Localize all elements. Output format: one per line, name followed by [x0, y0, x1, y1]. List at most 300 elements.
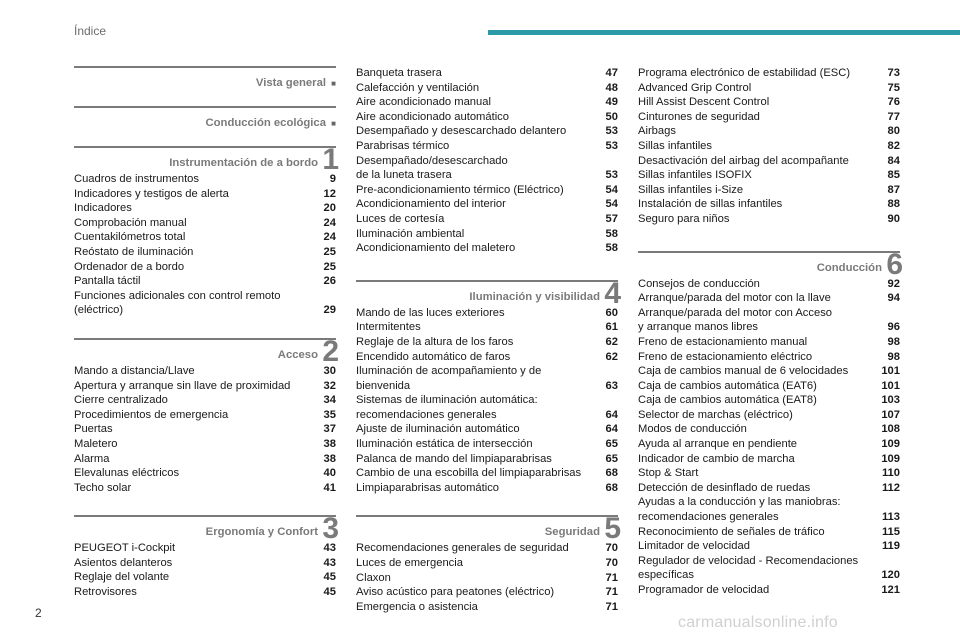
toc-entry[interactable]: [638, 510, 900, 525]
toc-entry-title: y arranque manos libres: [638, 321, 759, 334]
toc-entry-title: Banqueta trasera: [356, 67, 442, 79]
toc-entry-title: Reconocimiento de señales de tráfico: [638, 525, 825, 538]
toc-entry-title: Caja de cambios automática (EAT8): [638, 394, 817, 407]
toc-entry-title: Aviso acústico para peatones (eléctrico): [356, 586, 555, 599]
toc-entry-page: 25: [323, 260, 336, 273]
section-number: 1: [322, 143, 339, 176]
toc-entry[interactable]: [638, 197, 900, 212]
toc-entry-page: 109: [881, 452, 900, 465]
toc-entry-title: Elevalunas eléctricos: [74, 467, 180, 480]
toc-entry-page: 35: [323, 408, 336, 421]
toc-entry-title: Desempañado/desescarchado: [356, 154, 508, 167]
toc-entry-page: 62: [605, 335, 618, 348]
toc-entry-title: Retrovisores: [74, 586, 137, 599]
toc-entry-title: Indicadores y testigos de alerta: [74, 187, 229, 200]
toc-entry-page: 96: [887, 321, 900, 334]
toc-entry-title: Acondicionamiento del interior: [356, 198, 506, 211]
toc-entry-page: 57: [605, 212, 618, 225]
toc-entry-page: 90: [887, 212, 900, 225]
toc-entry-title: Cierre centralizado: [74, 394, 168, 407]
toc-entry[interactable]: [638, 583, 900, 598]
toc-entry[interactable]: [638, 495, 900, 510]
toc-entry-title: de la luneta trasera: [356, 169, 452, 182]
toc-entry-page: 54: [605, 198, 618, 211]
toc-entry-page: 92: [887, 277, 900, 290]
toc-entry-title: Arranque/parada del motor con la llave: [638, 292, 831, 305]
toc-entry-page: 76: [887, 96, 900, 109]
toc-entry-title: Aire acondicionado automático: [356, 110, 509, 123]
toc-entry-page: 85: [887, 169, 900, 182]
toc-entry[interactable]: [74, 585, 336, 600]
toc-entry-page: 26: [323, 275, 336, 288]
toc-entry-page: 113: [881, 511, 900, 524]
toc-entry-page: 82: [887, 139, 900, 152]
toc-entry[interactable]: [356, 600, 618, 615]
toc-entry-title: Arranque/parada del motor con Acceso: [638, 306, 833, 319]
toc-entry[interactable]: [356, 320, 618, 335]
toc-entry-title: Freno de estacionamiento manual: [638, 335, 808, 348]
toc-entry-title: Caja de cambios automática (EAT6): [638, 379, 817, 392]
toc-entry[interactable]: [74, 570, 336, 585]
toc-entry[interactable]: [638, 554, 900, 569]
toc-entry-title: Sillas infantiles: [638, 139, 712, 152]
toc-entry-list: [74, 364, 336, 495]
toc-entry-title: recomendaciones generales: [356, 408, 497, 421]
toc-entry-page: 65: [605, 452, 618, 465]
toc-entry[interactable]: [74, 260, 336, 275]
toc-entry-page: 58: [605, 227, 618, 240]
section-heading: [74, 512, 339, 546]
toc-entry[interactable]: [356, 241, 618, 256]
section-heading: [356, 276, 621, 310]
toc-entry-page: 43: [323, 542, 336, 555]
toc-column-2: [356, 66, 621, 614]
section-heading: [356, 512, 621, 546]
toc-entry-page: 73: [887, 67, 900, 79]
toc-entry-page: 64: [605, 423, 618, 436]
toc-entry-title: Indicador de cambio de marcha: [638, 452, 795, 465]
toc-entry-page: 58: [605, 242, 618, 255]
toc-entry-title: Apertura y arranque sin llave de proximidad: [74, 379, 291, 392]
toc-entry-page: 65: [605, 438, 618, 451]
toc-entry-title: Freno de estacionamiento eléctrico: [638, 350, 813, 363]
toc-entry[interactable]: [356, 466, 618, 481]
toc-entry-title: Calefacción y ventilación: [356, 81, 480, 94]
toc-entry-list: [74, 541, 336, 599]
toc-entry-page: 41: [323, 481, 336, 494]
toc-entry-title: Reglaje de la altura de los faros: [356, 335, 514, 348]
toc-section: [356, 66, 618, 256]
toc-entry-title: Funciones adicionales con control remoto: [74, 289, 281, 302]
section-title: Acceso: [277, 348, 318, 361]
page-number: 2: [35, 606, 42, 620]
toc-entry-page: 63: [605, 379, 618, 392]
toc-entry-page: 53: [605, 125, 618, 138]
toc-entry[interactable]: [356, 585, 618, 600]
toc-entry[interactable]: [74, 364, 336, 379]
toc-entry[interactable]: [638, 124, 900, 139]
toc-entry-title: Ordenador de a bordo: [74, 260, 185, 273]
toc-entry-page: 45: [323, 571, 336, 584]
toc-section: [74, 106, 336, 132]
toc-entry-title: Cuadros de instrumentos: [74, 173, 199, 185]
toc-entry[interactable]: [638, 81, 900, 96]
toc-entry-page: 53: [605, 169, 618, 182]
toc-entry-title: Programa electrónico de estabilidad (ESC): [638, 67, 851, 79]
section-number: 2: [322, 334, 339, 368]
toc-entry[interactable]: [74, 437, 336, 452]
toc-section: [74, 66, 336, 92]
toc-entry[interactable]: [638, 437, 900, 452]
toc-entry[interactable]: [638, 408, 900, 423]
toc-entry-title: Mando a distancia/Llave: [74, 364, 195, 377]
toc-entry[interactable]: [74, 303, 336, 318]
toc-entry[interactable]: [356, 556, 618, 571]
toc-column-3: [638, 66, 903, 598]
toc-section: [356, 512, 621, 614]
toc-entry-title: Techo solar: [74, 481, 132, 494]
toc-entry-title: Intermitentes: [356, 321, 421, 334]
toc-entry-title: Cuentakilómetros total: [74, 231, 186, 244]
toc-entry-title: Comprobación manual: [74, 216, 187, 229]
toc-entry[interactable]: [74, 466, 336, 481]
toc-entry[interactable]: [638, 168, 900, 183]
toc-entry[interactable]: [356, 481, 618, 496]
toc-entry-title: Desempañado y desescarchado delantero: [356, 125, 567, 138]
toc-section: [74, 143, 339, 318]
toc-entry[interactable]: [638, 379, 900, 394]
toc-entry[interactable]: [638, 154, 900, 169]
toc-section: [638, 66, 900, 227]
toc-entry-title: Luces de cortesía: [356, 212, 445, 225]
toc-entry-page: 54: [605, 183, 618, 196]
section-title: Seguridad: [544, 526, 600, 539]
toc-entry-page: 88: [887, 198, 900, 211]
toc-entry-title: Advanced Grip Control: [638, 81, 752, 94]
toc-entry-title: Recomendaciones generales de seguridad: [356, 542, 569, 555]
toc-entry[interactable]: [638, 320, 900, 335]
section-heading: [74, 66, 336, 92]
section-heading: [74, 106, 336, 132]
toc-entry-title: Programador de velocidad: [638, 584, 770, 596]
toc-entry[interactable]: [638, 212, 900, 227]
toc-entry-title: Limitador de velocidad: [638, 540, 750, 553]
toc-entry-title: Claxon: [356, 571, 391, 584]
toc-entry[interactable]: [638, 110, 900, 125]
page-header-title: Índice: [74, 24, 107, 38]
toc-entry[interactable]: [356, 95, 618, 110]
toc-entry-page: 110: [881, 467, 900, 480]
toc-entry-title: Consejos de conducción: [638, 277, 760, 290]
toc-entry-page: 71: [605, 586, 618, 599]
toc-entry-page: 50: [605, 110, 618, 123]
toc-entry[interactable]: [356, 393, 618, 408]
toc-entry[interactable]: [356, 139, 618, 154]
toc-entry-title: Selector de marchas (eléctrico): [638, 408, 793, 421]
toc-entry[interactable]: [74, 408, 336, 423]
toc-entry-page: 64: [605, 408, 618, 421]
toc-section: [74, 512, 339, 599]
toc-entry-page: 77: [887, 110, 900, 123]
toc-entry-page: 107: [881, 408, 900, 421]
toc-entry[interactable]: [356, 154, 618, 169]
square-bullet-icon: ■: [331, 79, 336, 88]
toc-entry-page: 25: [323, 245, 336, 258]
toc-entry[interactable]: [74, 541, 336, 556]
toc-entry-title: Emergencia o asistencia: [356, 600, 478, 613]
toc-entry-page: 112: [881, 481, 900, 494]
section-title: Vista general: [255, 77, 326, 89]
toc-entry[interactable]: [74, 230, 336, 245]
toc-entry-title: Acondicionamiento del maletero: [356, 242, 516, 255]
toc-entry-page: 80: [887, 125, 900, 138]
toc-entry-title: Regulador de velocidad - Recomendaciones: [638, 554, 859, 567]
toc-entry[interactable]: [74, 556, 336, 571]
toc-entry[interactable]: [638, 525, 900, 540]
toc-entry-page: 37: [323, 423, 336, 436]
toc-entry-page: 24: [323, 231, 336, 244]
toc-entry-page: 109: [881, 438, 900, 451]
toc-entry-page: 68: [605, 467, 618, 480]
section-number: 5: [604, 512, 621, 546]
toc-entry[interactable]: [74, 216, 336, 231]
watermark: carmanualsonline.info: [678, 614, 838, 631]
toc-entry[interactable]: [356, 571, 618, 586]
toc-entry[interactable]: [74, 379, 336, 394]
toc-entry-title: Sistemas de iluminación automática:: [356, 394, 538, 407]
toc-entry-page: 70: [605, 557, 618, 570]
toc-entry[interactable]: [74, 422, 336, 437]
toc-entry[interactable]: [356, 212, 618, 227]
toc-entry-title: Asientos delanteros: [74, 556, 173, 569]
toc-entry[interactable]: [74, 393, 336, 408]
square-bullet-icon: ■: [331, 119, 336, 128]
toc-entry[interactable]: [356, 437, 618, 452]
section-title: Instrumentación de a bordo: [169, 157, 318, 169]
toc-entry[interactable]: [356, 541, 618, 556]
section-title: Conducción: [816, 261, 882, 274]
toc-entry[interactable]: [74, 245, 336, 260]
toc-entry[interactable]: [74, 481, 336, 496]
toc-entry-title: Procedimientos de emergencia: [74, 408, 229, 421]
toc-entry-page: 98: [887, 335, 900, 348]
toc-entry-page: 120: [881, 569, 900, 582]
toc-entry-page: 34: [323, 394, 336, 407]
toc-entry[interactable]: [356, 452, 618, 467]
toc-entry[interactable]: [638, 291, 900, 306]
toc-entry-title: Mando de las luces exteriores: [356, 306, 505, 319]
toc-entry-title: Modos de conducción: [638, 423, 747, 436]
toc-entry[interactable]: [638, 95, 900, 110]
toc-entry-page: 30: [323, 364, 336, 377]
section-heading: [638, 247, 903, 281]
toc-entry-title: Caja de cambios manual de 6 velocidades: [638, 365, 849, 378]
toc-entry-title: Hill Assist Descent Control: [638, 96, 770, 109]
toc-entry-page: 115: [881, 525, 900, 538]
toc-entry-page: 40: [323, 467, 336, 480]
toc-entry[interactable]: [356, 335, 618, 350]
toc-entry[interactable]: [638, 139, 900, 154]
toc-entry-title: recomendaciones generales: [638, 511, 779, 524]
toc-entry-page: 108: [881, 423, 900, 436]
toc-section: [638, 247, 903, 598]
section-heading: [74, 334, 339, 368]
toc-section: [356, 276, 621, 496]
toc-entry-page: 62: [605, 350, 618, 363]
toc-section: [74, 334, 339, 495]
section-title: Ergonomía y Confort: [205, 526, 318, 539]
toc-entry[interactable]: [74, 274, 336, 289]
toc-entry[interactable]: [74, 187, 336, 202]
toc-entry[interactable]: [74, 201, 336, 216]
toc-entry-title: Instalación de sillas infantiles: [638, 198, 783, 211]
toc-entry-title: Sillas infantiles i-Size: [638, 183, 744, 196]
toc-entry-title: (eléctrico): [74, 304, 124, 317]
toc-entry[interactable]: [638, 350, 900, 365]
toc-entry[interactable]: [74, 452, 336, 467]
toc-entry[interactable]: [638, 393, 900, 408]
toc-entry[interactable]: [356, 168, 618, 183]
toc-entry-list: [638, 277, 900, 598]
section-number: 3: [322, 512, 339, 546]
toc-entry-title: Sillas infantiles ISOFIX: [638, 169, 752, 182]
toc-entry-title: Puertas: [74, 423, 113, 436]
toc-entry-title: Pre-acondicionamiento térmico (Eléctrico): [356, 183, 564, 196]
toc-entry-title: Airbags: [638, 125, 676, 138]
section-title: Iluminación y visibilidad: [469, 290, 600, 303]
toc-entry[interactable]: [74, 172, 336, 187]
toc-entry[interactable]: [638, 481, 900, 496]
toc-entry-title: Ajuste de iluminación automático: [356, 423, 520, 436]
toc-entry-page: 9: [329, 173, 336, 185]
toc-entry-page: 43: [323, 556, 336, 569]
toc-entry-title: Alarma: [74, 452, 110, 465]
header-accent-bar: [488, 30, 960, 35]
toc-entry-page: 70: [605, 542, 618, 555]
toc-entry-title: PEUGEOT i-Cockpit: [74, 542, 176, 555]
toc-entry[interactable]: [356, 110, 618, 125]
toc-entry-title: Iluminación estática de intersección: [356, 438, 533, 451]
toc-entry-page: 60: [605, 306, 618, 319]
toc-entry-page: 101: [881, 379, 900, 392]
toc-entry[interactable]: [356, 227, 618, 242]
toc-entry-page: 53: [605, 139, 618, 152]
toc-entry-page: 32: [323, 379, 336, 392]
section-title: Conducción ecológica: [205, 117, 326, 129]
toc-entry-page: 119: [881, 540, 900, 553]
toc-entry-page: 71: [605, 600, 618, 613]
toc-entry[interactable]: [356, 306, 618, 321]
toc-entry-title: Limpiaparabrisas automático: [356, 481, 500, 494]
toc-column-1: [74, 66, 339, 600]
toc-entry-page: 61: [605, 321, 618, 334]
toc-entry-page: 121: [881, 584, 900, 596]
toc-entry[interactable]: [638, 306, 900, 321]
toc-entry-title: Ayuda al arranque en pendiente: [638, 438, 798, 451]
toc-entry[interactable]: [356, 197, 618, 212]
toc-entry[interactable]: [638, 277, 900, 292]
toc-entry[interactable]: [638, 466, 900, 481]
section-heading: [74, 143, 339, 176]
toc-entry-page: 38: [323, 437, 336, 450]
toc-entry-title: Maletero: [74, 437, 118, 450]
toc-entry-page: 24: [323, 216, 336, 229]
toc-entry[interactable]: [356, 66, 618, 81]
toc-entry[interactable]: [638, 539, 900, 554]
toc-entry-title: Reglaje del volante: [74, 571, 170, 584]
toc-entry-list: [74, 172, 336, 318]
toc-entry-page: 45: [323, 586, 336, 599]
toc-entry-title: específicas: [638, 569, 694, 582]
toc-entry-page: 20: [323, 202, 336, 215]
toc-entry-title: Iluminación de acompañamiento y de bienvenida: [356, 365, 542, 392]
toc-entry-title: Ayudas a la conducción y las maniobras:: [638, 496, 841, 509]
toc-entry-title: Palanca de mando del limpiaparabrisas: [356, 452, 552, 465]
toc-entry-title: Reóstato de iluminación: [74, 245, 194, 258]
toc-entry-page: 12: [323, 187, 336, 200]
toc-entry-title: Cinturones de seguridad: [638, 110, 760, 123]
toc-entry-page: 75: [887, 81, 900, 94]
toc-entry-page: 29: [323, 304, 336, 317]
toc-entry-list: [356, 306, 618, 496]
toc-entry-title: Parabrisas térmico: [356, 139, 450, 152]
toc-entry-page: 103: [881, 394, 900, 407]
toc-entry-title: Detección de desinflado de ruedas: [638, 481, 811, 494]
toc-entry-page: 48: [605, 81, 618, 94]
toc-entry-title: Seguro para niños: [638, 212, 730, 225]
section-number: 4: [604, 276, 621, 310]
toc-entry[interactable]: [356, 408, 618, 423]
toc-entry[interactable]: [638, 452, 900, 467]
toc-entry-title: Indicadores: [74, 202, 132, 215]
toc-entry-page: 47: [605, 67, 618, 79]
toc-entry-title: Cambio de una escobilla del limpiaparabrisas: [356, 467, 582, 480]
toc-entry-list: [638, 66, 900, 227]
toc-entry-page: 87: [887, 183, 900, 196]
toc-entry-page: 68: [605, 481, 618, 494]
toc-entry-title: Desactivación del airbag del acompañante: [638, 154, 849, 167]
toc-entry[interactable]: [638, 422, 900, 437]
toc-entry-list: [356, 66, 618, 256]
toc-entry[interactable]: [356, 364, 618, 393]
toc-entry-page: 94: [887, 292, 900, 305]
toc-entry[interactable]: [638, 335, 900, 350]
toc-entry[interactable]: [356, 81, 618, 96]
toc-entry[interactable]: [356, 422, 618, 437]
toc-entry[interactable]: [638, 568, 900, 583]
toc-entry[interactable]: [74, 289, 336, 304]
toc-entry-page: 98: [887, 350, 900, 363]
toc-entry-page: 49: [605, 96, 618, 109]
toc-entry-title: Encendido automático de faros: [356, 350, 511, 363]
toc-entry[interactable]: [638, 183, 900, 198]
toc-entry[interactable]: [356, 124, 618, 139]
toc-entry-page: 71: [605, 571, 618, 584]
toc-entry[interactable]: [638, 66, 900, 81]
toc-entry-page: 38: [323, 452, 336, 465]
toc-entry[interactable]: [356, 183, 618, 198]
section-number: 6: [886, 247, 903, 281]
toc-entry-page: 101: [881, 365, 900, 378]
toc-entry-title: Pantalla táctil: [74, 275, 141, 288]
toc-entry-list: [356, 541, 618, 614]
toc-entry-title: Stop & Start: [638, 467, 699, 480]
toc-entry-title: Aire acondicionado manual: [356, 96, 491, 109]
toc-entry[interactable]: [638, 364, 900, 379]
toc-entry[interactable]: [356, 350, 618, 365]
toc-entry-page: 84: [887, 154, 900, 167]
toc-entry-title: Luces de emergencia: [356, 557, 463, 570]
